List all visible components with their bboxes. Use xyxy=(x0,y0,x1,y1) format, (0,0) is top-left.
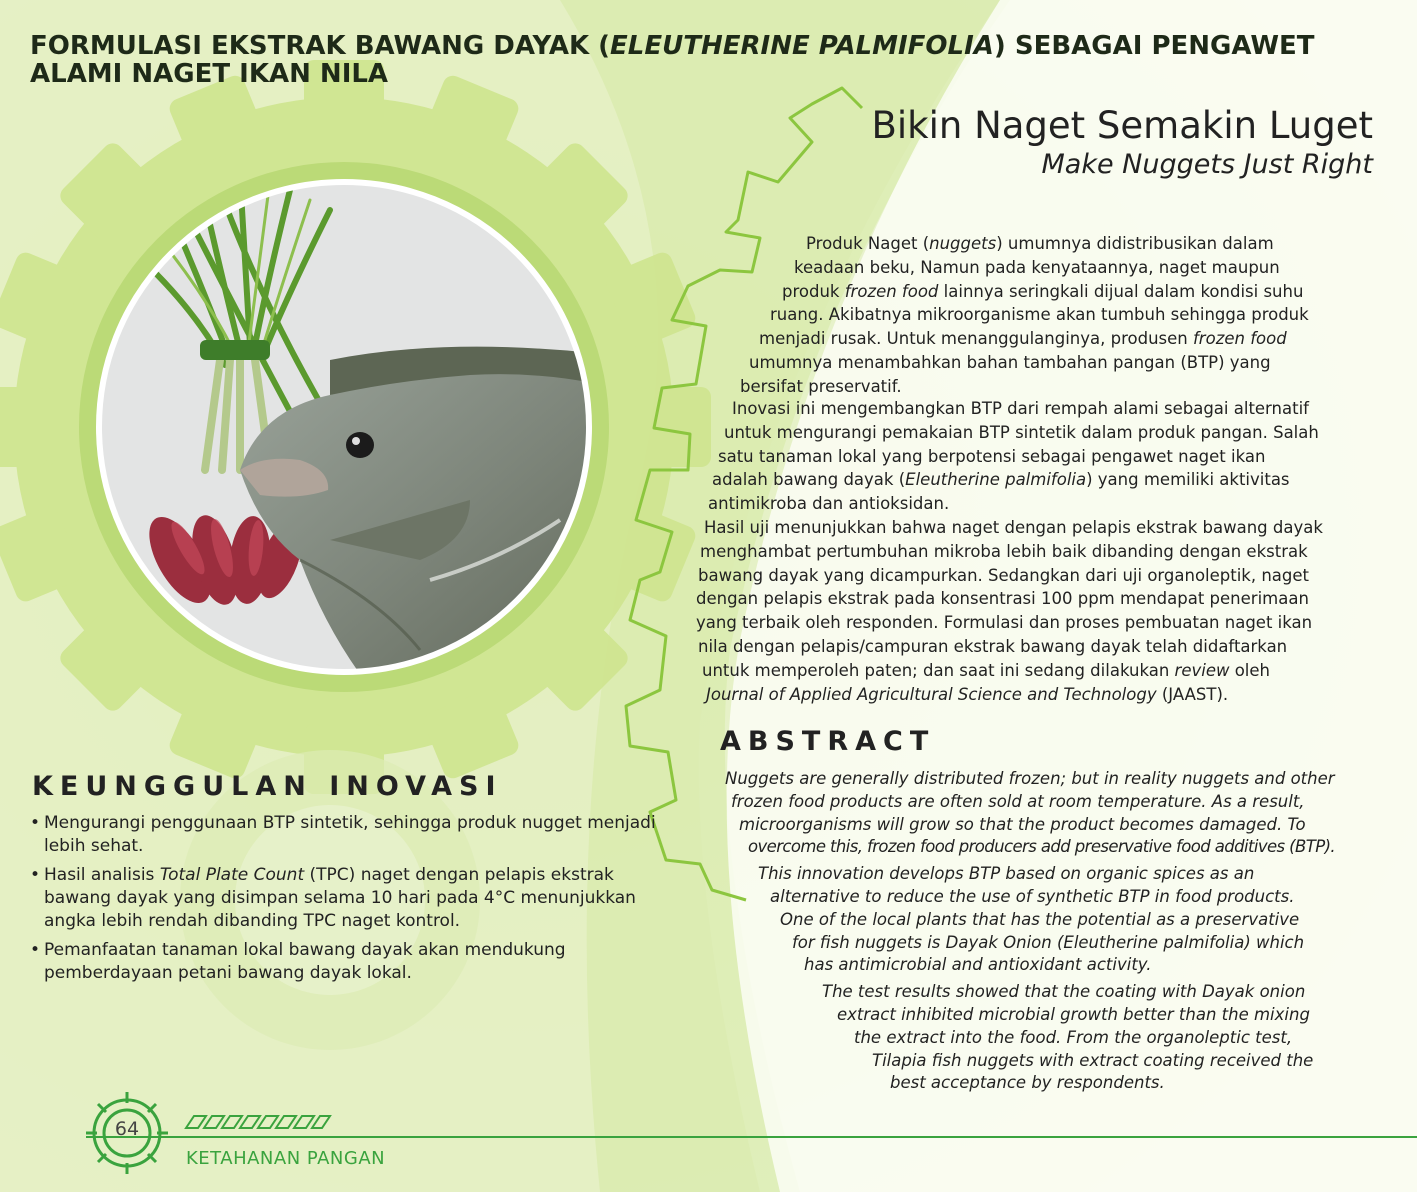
heading-sub: Make Nuggets Just Right xyxy=(1041,149,1373,180)
abstract-paragraph-2: This innovation develops BTP based on organic spices as an alternative to reduce the use of synthetic BTP in food products. One of the local plants that has the potential as a preservative for fish nuggets is Dayak Onion (Eleutherine palmifolia) which has antimicrobial and antioxidant activity. xyxy=(758,864,1305,975)
title-part: ) SEBAGAI PENGAWET xyxy=(993,31,1315,61)
title-part: FORMULASI EKSTRAK BAWANG DAYAK ( xyxy=(30,31,611,61)
list-item: • Mengurangi penggunaan BTP sintetik, sehingga produk nugget menjadi lebih sehat. xyxy=(30,813,656,856)
article-heading xyxy=(871,104,1373,182)
abstract-text xyxy=(700,768,1390,1099)
abstract-label: ABSTRACT xyxy=(720,726,936,757)
page-title xyxy=(30,32,1330,88)
paragraph-1: Produk Naget (nuggets) umumnya didistribusikan dalam keadaan beku, Namun pada kenyataannya, naget maupun produk frozen food lainnya seringkali dijual dalam kondisi suhu ruang. Akibatnya mikroorganisme akan tumbuh sehingga produk menjadi rusak. Untuk menanggulanginya, produsen frozen food umumnya menambahkan bahan tambahan pangan (BTP) yang bersifat preservatif. xyxy=(740,234,1309,396)
abstract-paragraph-1: Nuggets are generally distributed frozen; but in reality nuggets and other frozen food products are often sold at room temperature. As a result, microorganisms will grow so that the product becomes damaged. To overcome this, frozen food producers add preservative food additives (BTP). xyxy=(725,769,1336,857)
title-line2: ALAMI NAGET IKAN NILA xyxy=(30,59,389,89)
advantages-list xyxy=(30,812,690,991)
page-number: 64 xyxy=(114,1118,140,1140)
list-item: • Pemanfaatan tanaman lokal bawang dayak akan mendukung pemberdayaan petani bawang dayak lokal. xyxy=(30,940,566,983)
title-italic-part: ELEUTHERINE PALMIFOLIA xyxy=(610,31,994,61)
paragraph-3: Hasil uji menunjukkan bahwa naget dengan pelapis ekstrak bawang dayak menghambat pertumbuhan mikroba lebih baik dibanding dengan ekstrak bawang dayak yang dicampurkan. Sedangkan dari uji organoleptik, naget dengan pelapis ekstrak pada konsentrasi 100 ppm mendapat penerimaan yang terbaik oleh responden. Formulasi dan proses pembuatan naget ikan nila dengan pelapis/campuran ekstrak bawang dayak telah didaftarkan untuk memperoleh paten; dan saat ini sedang dilakukan review oleh Journal of Applied Agricultural Science and Technology (JAAST). xyxy=(696,518,1323,704)
paragraph-2: Inovasi ini mengembangkan BTP dari rempah alami sebagai alternatif untuk mengurangi pemakaian BTP sintetik dalam produk pangan. Salah satu tanaman lokal yang berpotensi sebagai pengawet naget ikan adalah bawang dayak (Eleutherine palmifolia) yang memiliki aktivitas antimikroba dan antioksidan. xyxy=(708,399,1319,514)
footer-section-label: KETAHANAN PANGAN xyxy=(186,1148,386,1169)
heading-main: Bikin Naget Semakin Luget xyxy=(871,104,1373,147)
abstract-paragraph-3: The test results showed that the coating with Dayak onion extract inhibited microbial growth better than the mixing the extract into the food. From the organoleptic test, Tilapia fish nuggets with extract coating received the best acceptance by respondents. xyxy=(822,982,1314,1093)
advantages-label: KEUNGGULAN INOVASI xyxy=(32,771,503,802)
list-item: • Hasil analisis Total Plate Count (TPC) naget dengan pelapis ekstrak bawang dayak yang disimpan selama 10 hari pada 4°C menunjukkan angka lebih rendah dibanding TPC naget kontrol. xyxy=(30,865,636,931)
